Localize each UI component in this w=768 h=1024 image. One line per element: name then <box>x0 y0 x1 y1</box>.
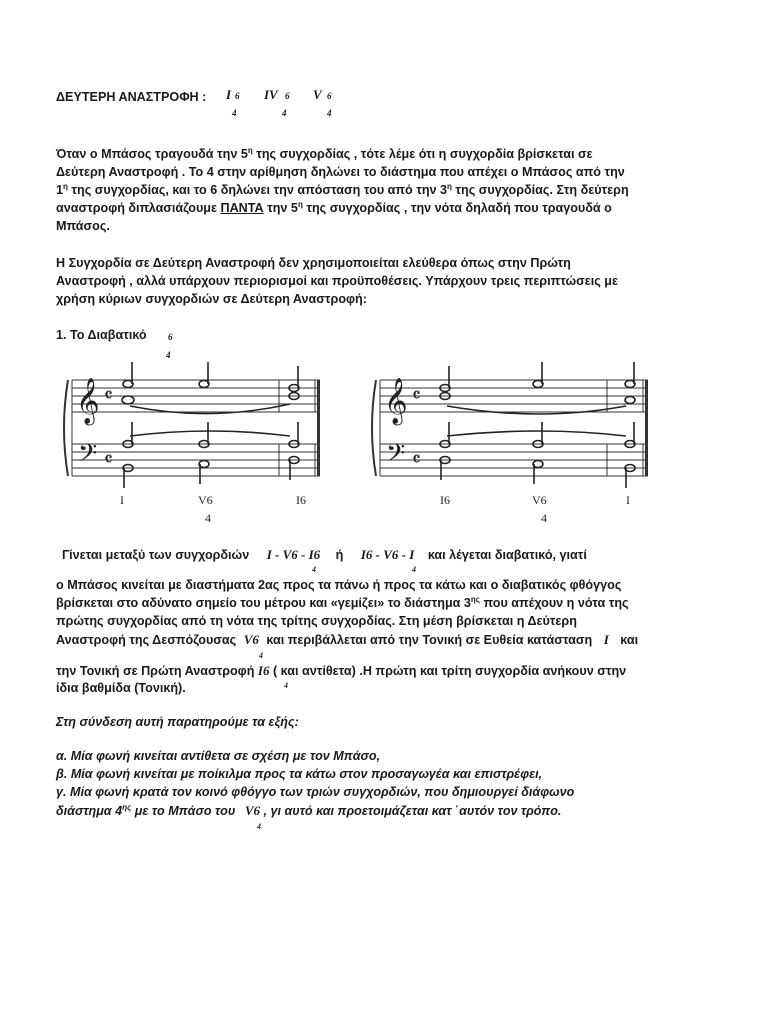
sub-figure-4: 4 <box>259 651 263 660</box>
para1-line2: Δεύτερη Αναστροφή . Το 4 στην αρίθμηση δηλώνει το διάστημα που απέχει ο Μπάσος από την <box>56 165 625 179</box>
para2-line1: Η Συγχορδία σε Δεύτερη Αναστροφή δεν χρησιμοποιείται ελεύθερα όπως στην Πρώτη <box>56 256 571 270</box>
chord-symbol-iv64: IV 6 4 <box>264 87 290 118</box>
para3-line4: πρώτης συγχορδίας από τη νότα της τρίτης συγχορδίας. Στη μέση βρίσκεται η Δεύτερη <box>56 614 577 628</box>
section1-figure-6: 6 <box>168 332 173 342</box>
para1-line5: Μπάσος. <box>56 219 110 233</box>
para2-line2: Αναστροφή , αλλά υπάρχουν περιορισμοί και προϋποθέσεις. Υπάρχουν τρεις περιπτώσεις με <box>56 274 618 288</box>
page-title: ΔΕΥΤΕΡΗ ΑΝΑΣΤΡΟΦΗ : <box>56 90 207 104</box>
treble-clef-icon: 𝄞 <box>76 378 100 424</box>
list-item-c: γ. Μία φωνή κρατά τον κοινό φθόγγο των τριών συγχορδιών, που δημιουργεί διάφωνο <box>56 785 575 799</box>
para3-line2: ο Μπάσος κινείται με διαστήματα 2ας προς τα πάνω ή προς τα κάτω και ο διαβατικός φθόγγος <box>56 578 622 592</box>
chord-symbol-v64: V 6 4 <box>313 87 332 118</box>
para3-line1: Γίνεται μεταξύ των συγχορδιών I - V6 - I6 ή I6 - V6 - I και λέγεται διαβατικό, γιατί <box>62 547 587 562</box>
chord-label: I6 <box>296 493 306 507</box>
para1-line4: αναστροφή διπλασιάζουμε ΠΑΝΤΑ την $5^\eta$ της συγχορδίας , την νότα δηλαδή που τραγουδά ο <box>56 200 612 215</box>
para1-line1: Όταν ο Μπάσος τραγουδά την $5^\eta$ της συγχορδίας , τότε λέμε ότι η συγχορδία βρίσκεται σε <box>56 146 593 161</box>
music-example-left <box>64 362 320 525</box>
bass-clef-icon: 𝄢 <box>78 439 98 474</box>
para4-line1: Στη σύνδεση αυτή παρατηρούμε τα εξής: <box>56 715 299 729</box>
time-signature-icon: 𝄴 <box>412 447 421 471</box>
list-item-d: διάστημα $4^{\eta\varsigma}$ με το Μπάσο του V6 , γι αυτό και προετοιμάζεται κατ ΄αυτόν τον τρόπο. <box>56 803 562 818</box>
chord-label: I <box>120 493 124 507</box>
para3-line6: την Τονική σε Πρώτη Αναστροφή I6 ( και αντίθετα) .Η πρώτη και τρίτη συγχορδία ανήκουν στην <box>56 663 627 678</box>
music-example-right <box>372 362 648 525</box>
time-signature-icon: 𝄴 <box>412 383 421 407</box>
para1-line3: $1^\eta$ της συγχορδίας, και το 6 δηλώνει την απόσταση του από την $3^\eta$ της συγχορδίας. Στη δεύτερη <box>56 182 629 197</box>
sub-figure-4: 4 <box>312 565 316 574</box>
time-signature-icon: 𝄴 <box>104 383 113 407</box>
time-signature-icon: 𝄴 <box>104 447 113 471</box>
chord-label: V6 <box>532 493 547 507</box>
para3-line5: Αναστροφή της Δεσπόζουσας V6 και περιβάλλεται από την Τονική σε Ευθεία κατάσταση I και <box>56 632 639 647</box>
section1-label: 1. Το Διαβατικό <box>56 328 147 342</box>
figure-4: 4 <box>205 511 211 525</box>
section1-figure-4: 4 <box>166 350 171 360</box>
para3-line3: βρίσκεται στο αδύνατο σημείο του μέτρου και «γεμίζει» το διάστημα $3^{\eta\varsigma}$ που απέχουν η νότα της <box>56 595 629 610</box>
para2-line3: χρήση κύριων συγχορδιών σε Δεύτερη Αναστροφή: <box>56 292 367 306</box>
figure-4: 4 <box>541 511 547 525</box>
list-item-b: β. Μία φωνή κινείται με ποίκιλμα προς τα κάτω στον προσαγωγέα και επιστρέφει, <box>56 767 543 781</box>
bass-clef-icon: 𝄢 <box>386 439 406 474</box>
sub-figure-4: 4 <box>284 681 288 690</box>
music-examples <box>0 360 768 530</box>
para3-line7: ίδια βαθμίδα (Τονική). <box>56 681 186 695</box>
chord-label: I6 <box>440 493 450 507</box>
chord-label: I <box>626 493 630 507</box>
chord-symbol-i64: I 6 4 <box>226 87 240 118</box>
list-item-a: α. Μία φωνή κινείται αντίθετα σε σχέση με τον Μπάσο, <box>56 749 381 763</box>
sub-figure-4: 4 <box>257 822 261 831</box>
sub-figure-4: 4 <box>412 565 416 574</box>
chord-label: V6 <box>198 493 213 507</box>
treble-clef-icon: 𝄞 <box>384 378 408 424</box>
